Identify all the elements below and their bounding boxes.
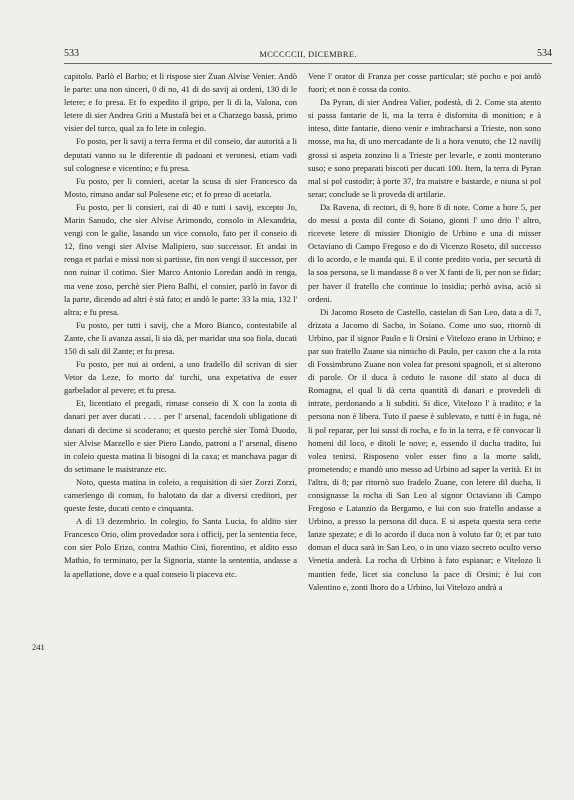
right-column	[308, 70, 541, 594]
paragraph: Vene l' orator di Franza per cosse particular; stè pocho e poi andò fuori; et non è cossa da conto.	[308, 71, 541, 95]
paragraph: Fu posto, per nui ai ordeni, a uno fradello dil scrivan di sier Vetor da Leze, fo morto da' turchi, una expetativa de esser garbelador al pevere; et fu presa.	[64, 359, 297, 396]
paragraph: Di Jacomo Roseto de Castello, castelan di San Leo, data a dì 7, drizata a Jacomo di Sacho, in Soiano. Come uno suo, ritornò di Urbino, par il signor Paulo e li Orsini e Vitelozo erano in Urbino; e par suo fratello Zuane sia nimicho di Paulo, per caxon che a la rota di Fossimbruno Zuane non volea far presoni spagnoli, et si alterono di parole. Or il duca à ceduto le rasone dil stato al duca di Romagna, el qual li dà certa quantità di danari e provedeli di intrate, perdonando a li subditi. Si dice, Vitelozo l' à tradito; e la persona non è libera. Tuto il paese è sublevato, e tutti è in fuga, nè li pol reparar, per lui sussi di rocha, e fo in la terra, e fè convocar li homeni dil loco, e ditoli le nove; e, essendo il ducha tradito, lui volea tenirsi. Risposeno voler esser fino a la morte saldi, prometendo; e mandò uno messo ad Urbino ad saper la verità. Et in l'altra, di 8; par ritornò suo fradelo Zuane, con letere dil ducha, li consignasse la rocha di San Leo al signor Octaviano di Campo Fregoso e Latanzio da Bergamo, e lui con suo fratello andasse a Urbino, a presso la persona dil duca. E si aspeta questa sera certe lanze spezate; e di lo acordo il duca non à voluto far 0; et par tuto doman el duca sarà in San Leo, o in uno viazo secreto oculto verso Venetia anderà. La rocha di Urbino à fato espianar; e Vitelozo li mantien fede, licet sia concluso la pace di Orsini; è lui con Valentino e, zonti lhoro do a Urbino, lui Vitelozo andrà a	[308, 306, 541, 592]
paragraph: Noto, questa matina in coleio, a requisition di sier Zorzi Zorzi, camerlengo di comun, fo balotato da dar a diversi creditori, per queste feste, ducati cento e cinquanta.	[64, 476, 297, 514]
paragraph: Fo posto, per li savij a terra ferma et dil conseio, dar autorità a li deputati vanno su le diferentie di padoani et veronesi, etiam vadi sul colognese e vicentino; e fu presa.	[64, 136, 297, 173]
paragraph: Fu posto, per li consieri, acetar la scusa di sier Francesco da Mosto, rimaso andar sul Polesene etc; et fo preso di acetarla.	[64, 175, 297, 199]
paragraph: Da Ravena, di rectori, di 9, hore 8 di note. Come a hore 5, per do messi a posta dil conte di Soiano, gionti l' uno drio l' altro, ricevete letere di missier Dionigio de Urbino e una di misser Octaviano di Campo Fregoso e do di Vicenzo Roseto, dil successo di lo acordo, e le manda qui. E il conte predito voria, per securtà di la soa persona, se li mandasse 8 o ver X fanti de li, per non se fidar; per haver il fratello che continue lo insidia; perhò avisa, aciò si ordeni.	[308, 201, 541, 304]
page-number-left: 533	[64, 48, 79, 59]
margin-folio-note: 241	[32, 642, 45, 652]
left-column	[64, 70, 297, 581]
header-rule	[64, 63, 552, 64]
paragraph: A dì 13 dezembrio. In colegio, fo Santa Lucia, fo aldito sier Francesco Orio, olim provedador sora i officij, per la sententia fece, con sier Polo Erizo, contra Mathio Cini, fiorentino, et aldito esso Mathio, fo terminato, per la Signoria, stante la sententia, andasse a la apellatione, dove e a qual conseio li piaceva etc.	[64, 516, 297, 579]
paragraph: capitolo. Parlò el Barbo; et li rispose sier Zuan Alvise Venier. Andò le parte: una non sinceri, 0 di no, 41 di do savij ai ordeni, 130 di le letere; e fo presa. Et fo expedito il gripo, per li di la, Valona, con letere di sier Andrea Griti a Mustafà bei et a Charzego bassà, primo visier del turco, qual za fo lete in colegio.	[64, 71, 297, 134]
paragraph: Fu posto, per tutti i savij, che a Moro Bianco, contestabile al Zante, che li avanza assai, li sia dà, per maridar una soa fiola, ducati 150 di sali dil Zante; et fu presa.	[64, 319, 297, 356]
paragraph: Fu posto, per li consieri, cai di 40 e tutti i savij, excepto Jo, Marin Sanudo, che sier Alvise Arimondo, consolo in Alexandria, vengi con le galie, lasando un vice consolo, fato per il conseio di 12, fino vengi sier Alvise Malipiero, suo successor. Et andai in renga et parlai e missi non si partisse, fin non vengi il successor, per non ruinar il cotimo. Sier Marco Antonio Loredan andò in renga, ma vene zoso, perchè sier Piero Balbi, el consier, parlò in favor di la parte, dicendo ad altri è stà fato; et andò le parte: 33 la mia, 132 l' altra; e fu presa.	[64, 201, 297, 317]
paragraph: Da Pyran, di sier Andrea Valier, podestà, di 2. Come sta atento si passa fantarie de li, ma la terra è disfornita di monition; e à inteso, ditte fantarie, dieno venir e imbracharsi a Trieste, non sono mosse, ma ha, di uno mercadante de li a hora venuto, che 12 navilij grossi si aspeta zonzino li a Trieste per levarle, e zonti monterano suso; e sono preparati biscoti per ducati 100. Item, la terra di Pyran mal si pol custodir; à porte 37, fra maistre e bastarde, e niuna si pol serar; conclude se li proveda di artilarie.	[308, 97, 541, 199]
running-title: MCCCCCII, DICEMBRE.	[259, 49, 357, 59]
page-number-right: 534	[537, 48, 552, 59]
running-header	[64, 48, 552, 62]
paragraph: Et, licentiato el pregadi, rimase conseio di X con la zonta di danari per aver ducati . . . . per l' arsenal, facendoli ubligatione di danari di decime si scoderano; et questo perchè sier Tomà Duodo, sier Alvise Marzello e sier Piero Lando, patroni a l' arsenal, diseno in coleio questa matina li bisogni di la caxa; et manchava pagar di do setimane le maistranze etc.	[64, 398, 297, 474]
